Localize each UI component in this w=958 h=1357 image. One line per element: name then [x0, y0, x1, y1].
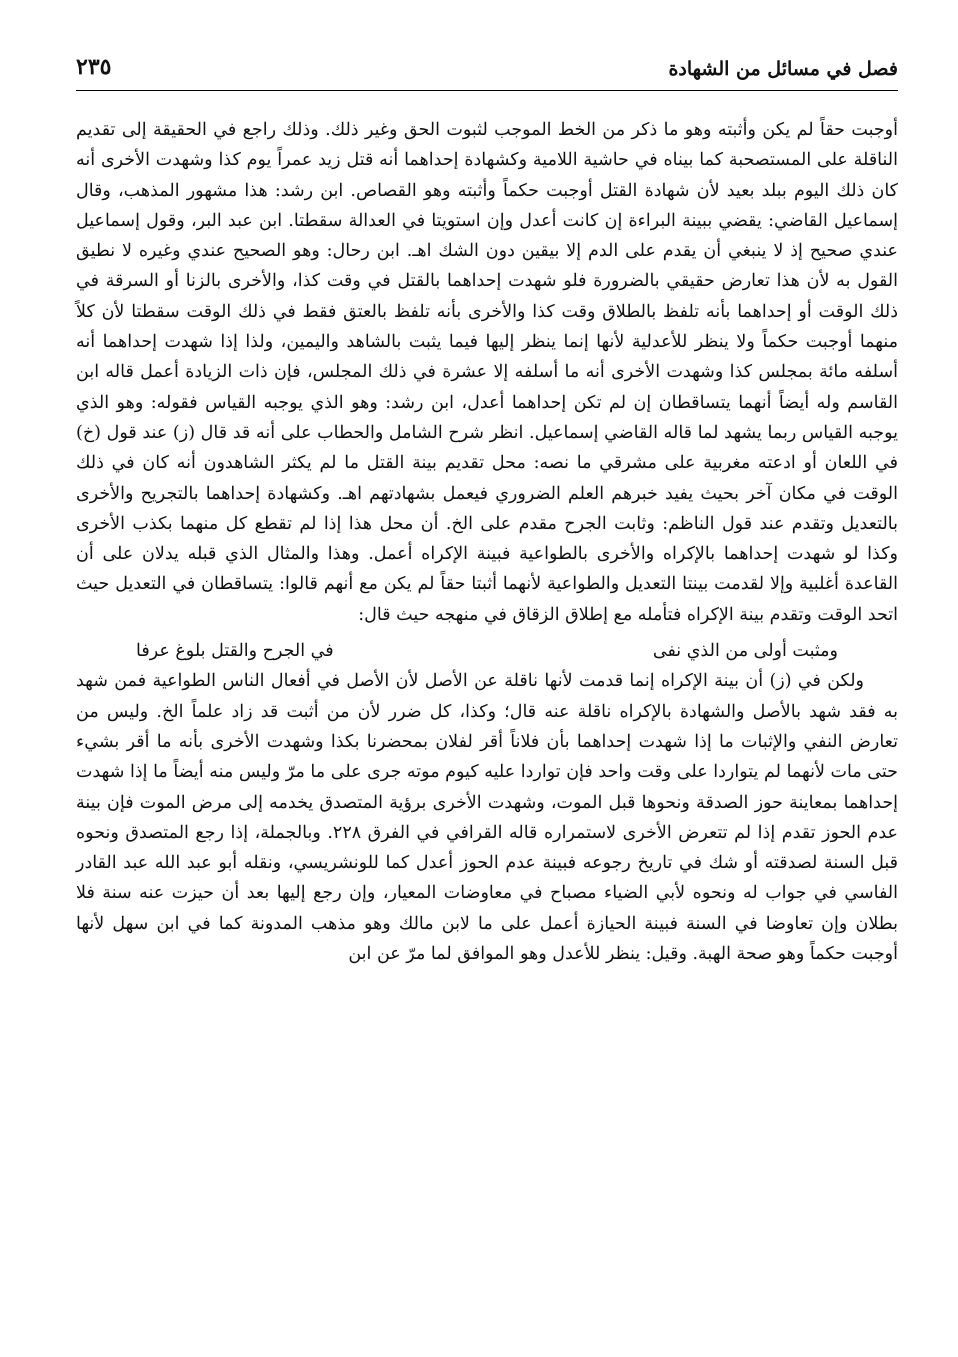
verse-hemistich-left: في الجرح والقتل بلوغ عرفا: [136, 641, 334, 662]
page-header: [76, 50, 898, 100]
paragraph: أوجبت حقاً لم يكن وأثبته وهو ما ذكر من الخط الموجب لثبوت الحق وغير ذلك. وذلك راجع في الحقيقة إلى تقديم الناقلة على المستصحبة كما بيناه في حاشية اللامية وكشهادة إحداهما أنه قتل زيد عمراً يوم كذا وشهدت الأخرى أنه كان ذلك اليوم ببلد بعيد لأن شهادة القتل أوجبت حكماً وأثبته وهو القصاص. ابن رشد: هذا مشهور المذهب، وقال إسماعيل القاضي: يقضي ببينة البراءة إن كانت أعدل وإن استويتا في العدالة سقطتا. ابن عبد البر، وقول إسماعيل عندي صحيح إذ لا ينبغي أن يقدم على الدم إلا بيقين دون الشك اهـ. ابن رحال: وهو الصحيح عندي وغيره لا نطيق القول به لأن هذا تعارض حقيقي بالضرورة فلو شهدت إحداهما بالقتل في وقت كذا، والأخرى بالزنا أو السرقة في ذلك الوقت أو إحداهما بأنه تلفظ بالطلاق وقت كذا والأخرى بأنه تلفظ بالعتق فقط في ذلك الوقت سقطتا لأن كلاً منهما أوجبت حكماً ولا ينظر للأعدلية لأنها إنما ينظر إليها فيما يثبت بالشاهد واليمين، ولذا إذا شهدت إحداهما أنه أسلفه مائة بمجلس كذا وشهدت الأخرى أنه ما أسلفه إلا عشرة في ذلك المجلس، فإن ذات الزيادة أعمل قاله ابن القاسم وله أيضاً أنهما يتساقطان إن لم تكن إحداهما أعدل، ابن رشد: وهو الذي يوجبه القياس فقوله: وهو الذي يوجبه القياس ربما يشهد لما قاله القاضي إسماعيل. انظر شرح الشامل والحطاب على أنه قد قال (ز) عند قول (خ) في اللعان أو ادعته مغربية على مشرقي ما نصه: محل تقديم بينة القتل ما لم يكثر الشاهدون أنه كان في ذلك الوقت في مكان آخر بحيث يفيد خبرهم العلم الضروري فيعمل بشهادتهم اهـ. وكشهادة إحداهما بالتجريح والأخرى بالتعديل وتقدم عند قول الناظم: وثابت الجرح مقدم على الخ. أن محل هذا إذا لم تقطع كل منهما بكذب الأخرى وكذا لو شهدت إحداهما بالإكراه والأخرى بالطواعية فبينة الإكراه أعمل. وهذا والمثال الذي قبله يدلان على أن القاعدة أغلبية وإلا لقدمت بينتا التعديل والطواعية لأنهما أثبتا حقاً لم يكن مع أنهم قالوا: يتساقطان في التعديل حيث اتحد الوقت وتقدم بينة الإكراه فتأمله مع إطلاق الزقاق في منهجه حيث قال:: [76, 120, 898, 625]
page-number: ٢٣٥: [76, 54, 112, 80]
verse-line: [76, 636, 898, 666]
paragraph: ولكن في (ز) أن بينة الإكراه إنما قدمت لأنها ناقلة عن الأصل لأن الأصل في أفعال الناس الطواعية فمن شهد به فقد شهد بالأصل والشهادة بالإكراه ناقلة عنه قال؛ وكذا، كل ضرر لأن من أثبت قد زاد علماً الخ. وليس من تعارض النفي والإثبات ما إذا شهدت إحداهما بأن فلاناً أقر لفلان بمحضرنا بكذا وشهدت الأخرى بأنه ما أقر بشيء حتى مات لأنهما لم يتواردا على وقت واحد فإن تواردا عليه كيوم موته جرى على ما مرّ وليس منه أيضاً ما إذا شهدت إحداهما بمعاينة حوز الصدقة ونحوها قبل الموت، وشهدت الأخرى برؤية المتصدق يخدمه إلى مرض الموت فإن بينة عدم الحوز تقدم إذا لم تتعرض الأخرى لاستمراره قاله القرافي في الفرق ٢٢٨. وبالجملة، إذا رجع المتصدق ونحوه قبل السنة لصدقته أو شك في تاريخ رجوعه فبينة عدم الحوز أعدل كما للونشريسي، ونقله أبو عبد الله عبد القادر الفاسي في جواب له ونحوه لأبي الضياء مصباح في معاوضات المعيار، وإن رجع إليها بعد أن حيزت عنه سنة فلا بطلان وإن تعاوضا في السنة فبينة الحيازة أعمل على ما لابن مالك وهو مذهب المدونة كما في ابن سهل لأنها أوجبت حكماً وهو صحة الهبة. وقيل: ينظر للأعدل وهو الموافق لما مرّ عن ابن: [76, 671, 898, 965]
running-title: فصل في مسائل من الشهادة: [668, 58, 898, 80]
main-text: [76, 115, 898, 969]
header-rule: [76, 90, 898, 91]
verse-hemistich-right: ومثبت أولى من الذي نفى: [652, 641, 838, 662]
book-page: [76, 50, 898, 1340]
